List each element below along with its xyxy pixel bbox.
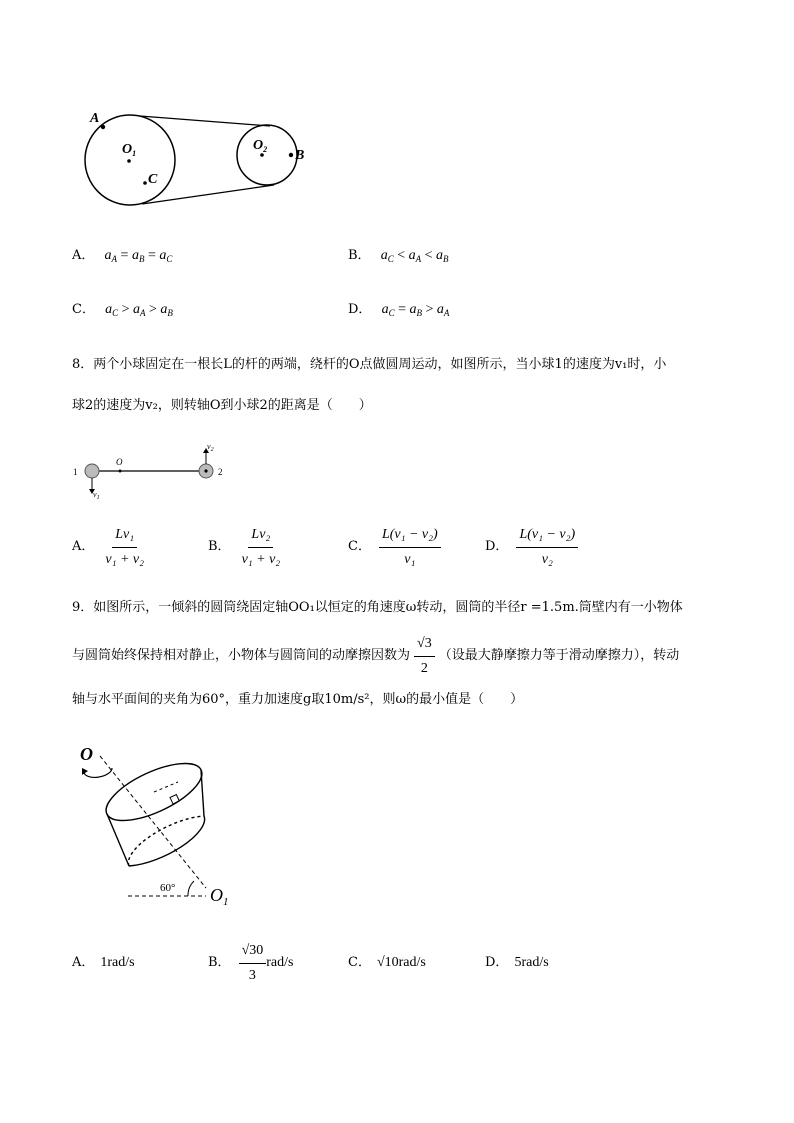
pivot-label: O: [116, 457, 123, 467]
q8-stem-line1: 8．两个小球固定在一根长L的杆的两端，绕杆的O点做圆周运动，如图所示，当小球1的速度为v₁时，小: [72, 357, 667, 372]
label-o1: O: [122, 142, 133, 157]
q9-stem-line2: 与圆筒始终保持相对静止，小物体与圆筒间的动摩擦因数为 $\frac{√3}{2}$ （设最大静摩擦力等于滑动摩擦力），转动: [72, 635, 680, 676]
svg-text:O1: $O_1$: [210, 885, 229, 908]
label-c: C: [148, 172, 158, 187]
ball2-label: 2: [218, 467, 223, 477]
q9-option-b: B． $\frac{√30}{3}$ rad/s: [208, 942, 294, 983]
rod-figure: [66, 436, 236, 502]
angle-label: 60°: [160, 882, 176, 894]
label-o: O: [80, 744, 93, 764]
q8-option-b: B． $\frac{\text{Lv₂}}{\text{v₁ + v₂}}$: [208, 526, 281, 567]
label-o2: O: [253, 138, 264, 153]
q9-stem-line1: 9．如图所示，一倾斜的圆筒绕固定轴OO₁以恒定的角速度ω转动，圆筒的半径r =1.5m.筒壁内有一小物体: [72, 600, 683, 615]
q9-stem-line3: 轴与水平面间的夹角为60°，重力加速度g取10m/s²，则ω的最小值是（ ）: [72, 692, 524, 707]
svg-text:O2: $O_2$: [253, 138, 268, 154]
svg-text:v2: $v_2$: [207, 442, 214, 453]
q9-option-c: C． √10rad/s: [348, 955, 426, 970]
q7-option-d: D． $a_C = a_B > a_A$: [348, 302, 450, 318]
q9-option-d: D． 5rad/s: [485, 955, 549, 970]
q7-option-c: C． $a_C > a_A > a_B$: [72, 302, 173, 318]
svg-text:O1: $O_1$: [122, 142, 137, 158]
label-o1: O: [210, 885, 223, 905]
q7-option-a: A． $a_A = a_B = a_C$: [72, 248, 173, 264]
q8-stem-line2: 球2的速度为v₂，则转轴O到小球2的距离是（ ）: [72, 398, 372, 413]
q7-option-b: B． $a_C < a_A < a_B$: [348, 248, 449, 264]
q9-option-a: A． 1rad/s: [72, 955, 135, 970]
label-b: B: [295, 148, 305, 163]
ball1-label: 1: [73, 467, 78, 477]
q8-option-c: C． $\frac{\text{L(v₁ − v₂)}}{\text{v₁}}$: [348, 524, 441, 570]
cylinder-figure: [74, 738, 244, 910]
q8-option-a: A． $\frac{\text{Lv₁}}{\text{v₁ + v₂}}$: [72, 526, 144, 567]
svg-text:v1: $v_1$: [93, 490, 100, 501]
pulley-figure: [70, 100, 330, 220]
label-a: A: [90, 111, 100, 126]
q8-option-d: D． $\frac{\text{L(v₁ − v₂)}}{\text{v₂}}$: [485, 524, 578, 570]
